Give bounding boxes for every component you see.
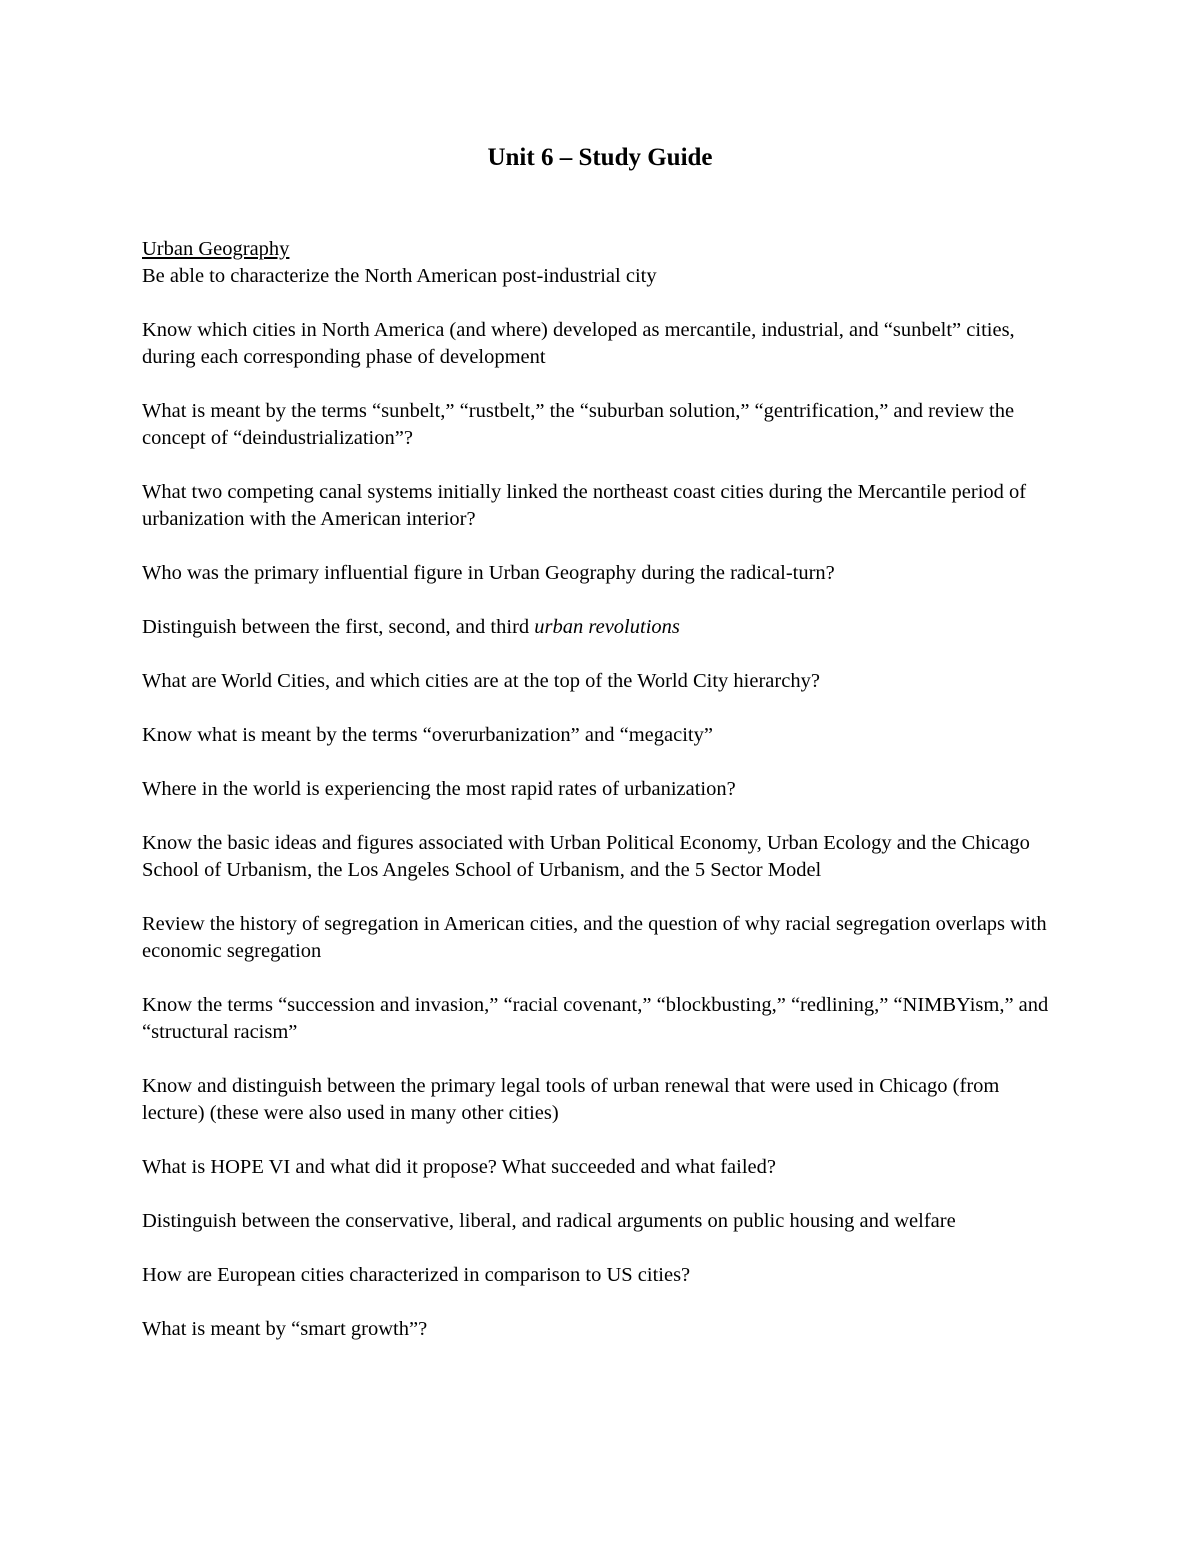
study-item: What two competing canal systems initially linked the northeast coast cities during the Mercantile period of urbanization with the American interior?	[142, 481, 1027, 530]
study-item: Know which cities in North America (and where) developed as mercantile, industrial, and “sunbelt” cities, during each corresponding phase of development	[142, 319, 1015, 368]
study-item: Know and distinguish between the primary legal tools of urban renewal that were used in Chicago (from lecture) (these were also used in many other cities)	[142, 1075, 1000, 1124]
study-guide-content	[142, 236, 1062, 1343]
study-item: What are World Cities, and which cities are at the top of the World City hierarchy?	[142, 670, 820, 692]
section-heading: Urban Geography	[142, 238, 290, 260]
study-item: Where in the world is experiencing the most rapid rates of urbanization?	[142, 778, 736, 800]
study-item: Review the history of segregation in American cities, and the question of why racial segregation overlaps with economic segregation	[142, 913, 1047, 962]
study-item: Know the terms “succession and invasion,” “racial covenant,” “blockbusting,” “redlining,” “NIMBYism,” and “structural racism”	[142, 994, 1049, 1043]
study-item: Distinguish between the conservative, liberal, and radical arguments on public housing and welfare	[142, 1210, 956, 1232]
study-item: What is meant by “smart growth”?	[142, 1318, 428, 1340]
study-item: Be able to characterize the North American post-industrial city	[142, 265, 657, 287]
study-item: Know what is meant by the terms “overurbanization” and “megacity”	[142, 724, 713, 746]
study-item: Who was the primary influential figure in Urban Geography during the radical-turn?	[142, 562, 835, 584]
study-item	[142, 614, 1062, 641]
page-title: Unit 6 – Study Guide	[487, 144, 713, 171]
study-item-emphasis: urban revolutions	[534, 616, 680, 638]
study-item: What is HOPE VI and what did it propose? What succeeded and what failed?	[142, 1156, 776, 1178]
study-item: How are European cities characterized in comparison to US cities?	[142, 1264, 691, 1286]
study-item: Know the basic ideas and figures associated with Urban Political Economy, Urban Ecology and the Chicago School of Urbanism, the Los Angeles School of Urbanism, and the 5 Sector Model	[142, 832, 1030, 881]
study-item: What is meant by the terms “sunbelt,” “rustbelt,” the “suburban solution,” “gentrification,” and review the concept of “deindustrialization”?	[142, 400, 1015, 449]
study-item-text: Distinguish between the first, second, and third	[142, 616, 535, 638]
